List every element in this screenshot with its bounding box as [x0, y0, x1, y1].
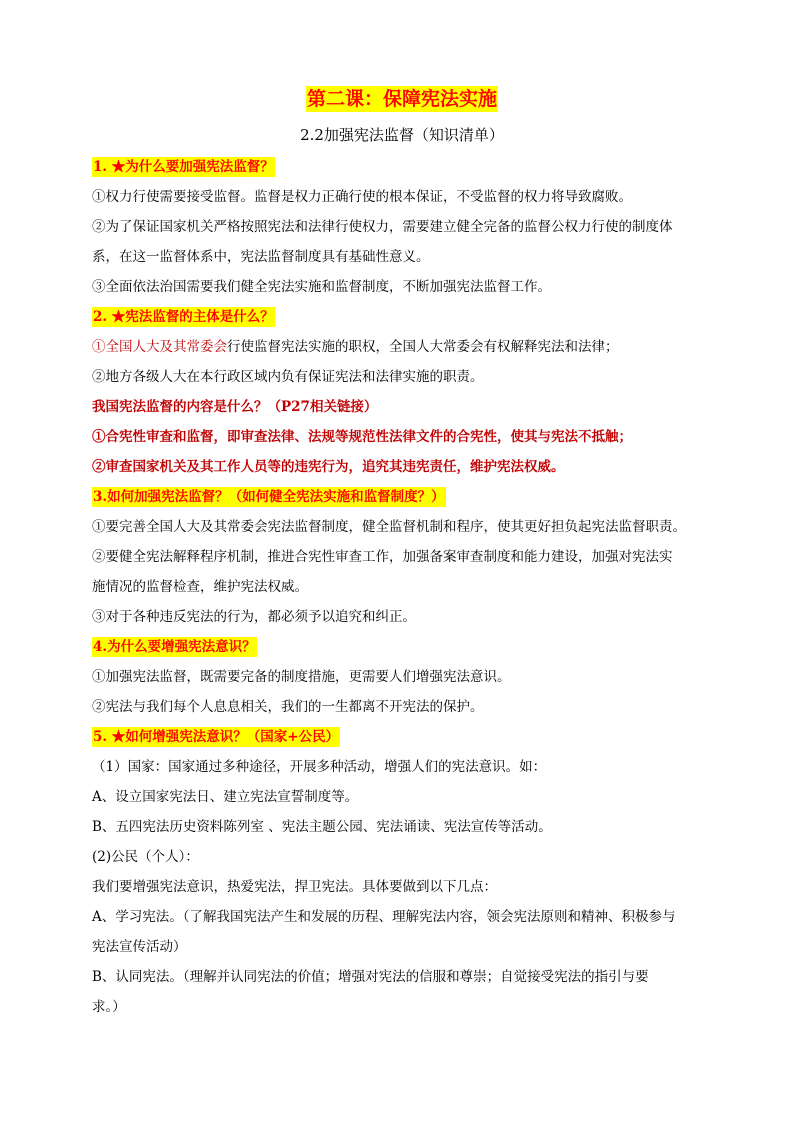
section-2-point-1-rest: 行使监督宪法实施的职权，全国人大常委会有权解释宪法和法律； — [227, 339, 619, 355]
section-1-point-2a: ②为了保证国家机关严格按照宪法和法律行使权力，需要建立健全完备的监督公权力行使的制度体 — [92, 219, 673, 235]
section-5-point-6b: 宪法宣传活动） — [92, 939, 187, 955]
document-content — [92, 80, 712, 1022]
page-subtitle: 2.2加强宪法监督（知识清单） — [300, 126, 504, 144]
section-4-point-1: ①加强宪法监督，既需要完备的制度措施，更需要人们增强宪法意识。 — [92, 669, 511, 685]
section-2-point-1 — [92, 332, 712, 362]
section-2-point-1-highlight: ①全国人大及其常委会 — [92, 339, 227, 355]
section-4-heading: 4.为什么要增强宪法意识？ — [93, 639, 256, 655]
section-4-point-2: ②宪法与我们每个人息息相关，我们的一生都离不开宪法的保护。 — [92, 699, 484, 715]
section-3-point-1: ①要完善全国人大及其常委会宪法监督制度，健全监督机制和程序，使其更好担负起宪法监督职责。 — [92, 519, 686, 535]
section-2-sub-point-2: ②审查国家机关及其工作人员等的违宪行为，追究其违宪责任，维护宪法权威。 — [92, 459, 565, 475]
section-3-point-2a: ②要健全宪法解释程序机制，推进合宪性审查工作，加强备案审查制度和能力建设，加强对宪法实 — [92, 549, 673, 565]
section-5-point-6a: A、学习宪法。（了解我国宪法产生和发展的历程、理解宪法内容，领会宪法原则和精神、积极参与 — [92, 909, 676, 925]
section-5-point-1: （1）国家：国家通过多种途径，开展多种活动，增强人们的宪法意识。如： — [92, 759, 547, 775]
section-1-heading-row — [92, 152, 712, 182]
section-2-sub-point-1: ①合宪性审查和监督，即审查法律、法规等规范性法律文件的合宪性，使其与宪法不抵触； — [92, 429, 632, 445]
section-1-point-2b: 系，在这一监督体系中，宪法监督制度具有基础性意义。 — [92, 249, 430, 265]
page-title: 第二课：保障宪法实施 — [306, 88, 497, 110]
section-5-point-4: (2)公民（个人）： — [92, 849, 199, 865]
section-4-heading-row — [92, 632, 712, 662]
section-3-point-2b: 施情况的监督检查，维护宪法权威。 — [92, 579, 308, 595]
section-3-heading-row — [92, 482, 712, 512]
section-3-point-3: ③对于各种违反宪法的行为，都必须予以追究和纠正。 — [92, 609, 416, 625]
section-2-heading-row — [92, 302, 712, 332]
section-2-heading: 2. ★宪法监督的主体是什么？ — [93, 309, 274, 325]
section-1-heading: 1. ★为什么要加强宪法监督？ — [93, 159, 274, 175]
section-5-heading: 5. ★如何增强宪法意识？（国家+公民） — [93, 729, 340, 745]
section-1-point-1: ①权力行使需要接受监督。监督是权力正确行使的根本保证，不受监督的权力将导致腐败。 — [92, 189, 632, 205]
section-5-point-7a: B、认同宪法。（理解并认同宪法的价值；增强对宪法的信服和尊崇；自觉接受宪法的指引与要 — [92, 969, 649, 985]
section-5-point-7b: 求。） — [92, 999, 126, 1015]
section-1-point-3: ③全面依法治国需要我们健全宪法实施和监督制度，不断加强宪法监督工作。 — [92, 279, 551, 295]
section-5-point-2: A、设立国家宪法日、建立宪法宣誓制度等。 — [92, 789, 359, 805]
section-5-point-3: B、五四宪法历史资料陈列室 、宪法主题公园、宪法诵读、宪法宣传等活动。 — [92, 819, 552, 835]
section-5-heading-row — [92, 722, 712, 752]
section-5-point-5: 我们要增强宪法意识，热爱宪法，捍卫宪法。具体要做到以下几点： — [92, 879, 497, 895]
section-3-heading: 3.如何加强宪法监督？（如何健全宪法实施和监督制度？） — [93, 489, 445, 505]
title-row — [92, 86, 712, 120]
section-2-point-2: ②地方各级人大在本行政区域内负有保证宪法和法律实施的职责。 — [92, 369, 484, 385]
section-2-sub-question: 我国宪法监督的内容是什么？（P27相关链接） — [92, 399, 378, 415]
